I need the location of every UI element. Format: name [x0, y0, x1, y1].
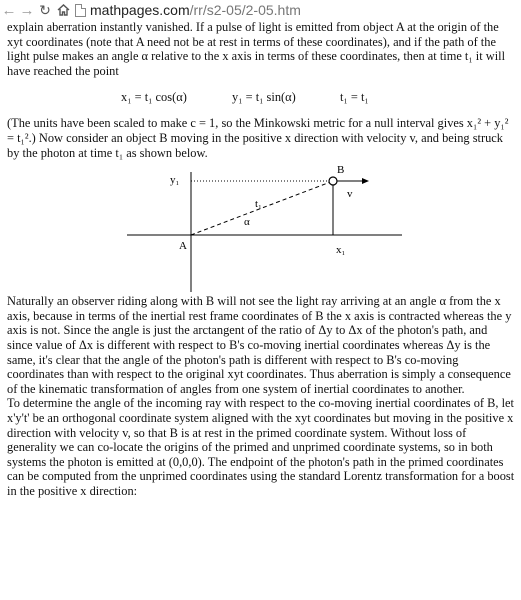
page-content [0, 20, 521, 600]
label-a: A [179, 240, 187, 253]
url-path: /rr/s2-05/2-05.htm [189, 2, 301, 18]
equation-t: t₁ = t₁ [340, 90, 369, 105]
paragraph-1: explain aberration instantly vanished. If a pulse of light is emitted from object A at the origin of the xyt coordinates (note that A need not be at rest in terms of these coordinates), and if the path of the light pulse makes an angle α relative to the x axis in terms of these coordinates, then at time t₁ it will have reached the point [7, 20, 506, 78]
label-y1: y₁ [170, 174, 180, 187]
label-x1: x₁ [336, 244, 346, 257]
label-v: v [347, 188, 353, 201]
label-alpha: α [244, 216, 250, 229]
paragraph-2: (The units have been scaled to make c = 1, so the Minkowski metric for a null interval gives x₁² + y₁² = t₁².) Now consider an object B moving in the positive x direction with velocity v, and being struck by the photon at time t₁ as shown below. [7, 116, 509, 160]
address-bar[interactable] [75, 1, 521, 19]
forward-arrow-icon[interactable]: → [19, 1, 35, 19]
photon-path-diagram [7, 164, 515, 294]
home-icon-glyph [57, 4, 70, 16]
back-arrow-icon[interactable]: ← [1, 1, 17, 19]
equation-y: y₁ = t₁ sin(α) [232, 90, 296, 105]
object-b-marker [329, 177, 337, 185]
url-host: mathpages.com [90, 2, 190, 18]
url-text[interactable] [90, 2, 301, 18]
reload-icon[interactable]: ↻ [39, 1, 51, 18]
photon-path [191, 181, 333, 235]
home-icon[interactable] [54, 1, 72, 19]
coordinate-equations [7, 78, 515, 116]
paragraph-3: Naturally an observer riding along with B will not see the light ray arriving at an angle α from the x axis, because in terms of the inertial rest frame coordinates of B the x axis is contracted whereas the y axis is not. Since the angle is just the arctangent of the ratio of Δy to Δx of the photon's path, and since value of Δx is different with respect to B's co-moving inertial coordinates whereas Δy is the same, it's clear that the angle of the photon's path is different with respect to B's co-moving coordinates than with respect to the original xyt coordinates. Thus aberration is simply a consequence of the kinematic transformation of angles from one system of inertial coordinates to another. [7, 294, 512, 396]
diagram-svg [7, 164, 515, 294]
label-b: B [337, 164, 345, 177]
browser-toolbar [0, 0, 521, 20]
page-icon [75, 4, 86, 17]
label-t1: t₁ [255, 198, 262, 211]
equation-x: x₁ = t₁ cos(α) [121, 90, 187, 105]
paragraph-4: To determine the angle of the incoming ray with respect to the co-moving inertial coordinates of B, let x'y't' be an orthogonal coordinate system aligned with the xyt coordinates but moving in the positive x direction with velocity v, so that B is at rest in the primed coordinate system. Without loss of generality we can co-locate the origins of the primed and unprimed coordinate systems, so in both systems the photon is emitted at (0,0,0). The endpoint of the photon's path in the primed coordinates can be computed from the unprimed coordinates using the standard Lorentz transformation for a boost in the positive x direction: [7, 396, 515, 498]
velocity-arrowhead [362, 178, 369, 184]
